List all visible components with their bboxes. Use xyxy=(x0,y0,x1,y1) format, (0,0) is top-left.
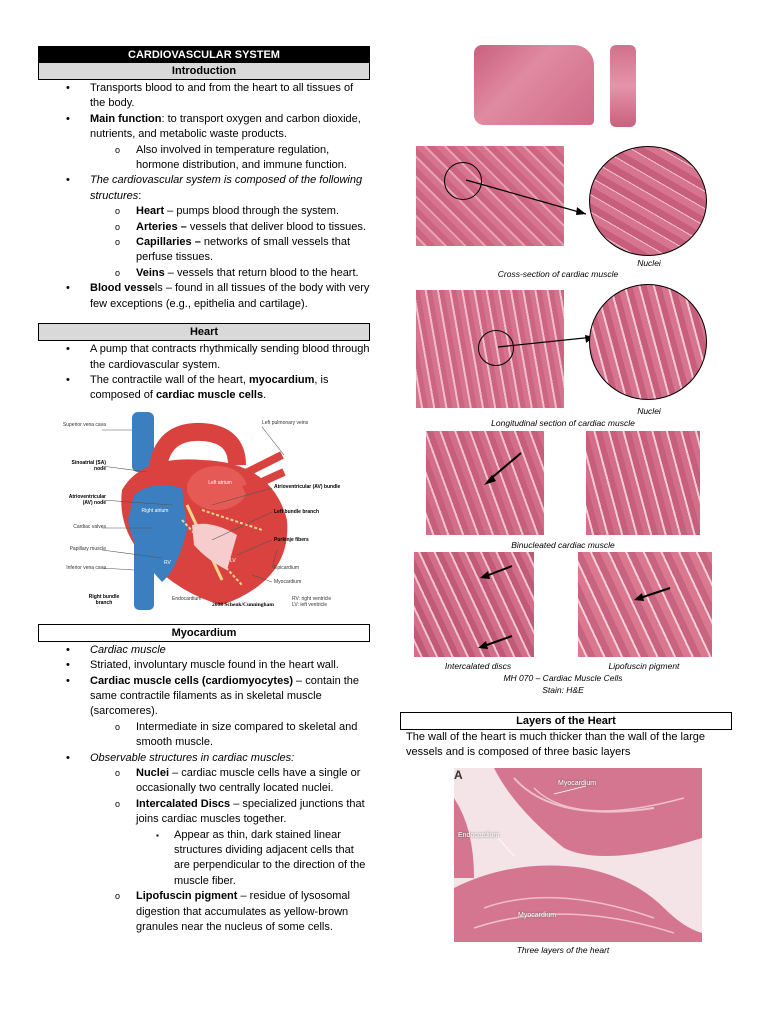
label-myocardium-layer-2: Myocardium xyxy=(518,912,557,919)
binucleated-image-1 xyxy=(426,431,544,535)
label-nuclei-1: Nuclei xyxy=(637,258,661,268)
label-lv: LV xyxy=(230,557,236,564)
sub-list-item: o Nuclei – cardiac muscle cells have a single or occasionally two centrally located nuclei. xyxy=(38,766,370,797)
sub-list-item: o Arteries – vessels that deliver blood to tissues. xyxy=(38,220,370,235)
label-av-bundle: Atrioventricular (AV) bundle xyxy=(274,483,341,490)
label-lv-legend: LV: left ventricle xyxy=(292,601,328,608)
section-header-heart: Heart xyxy=(38,323,370,341)
heart-layers-image xyxy=(454,768,702,942)
sub-list-item: o Intermediate in size compared to skeletal and smooth muscle. xyxy=(38,720,370,751)
sub-list-item: o Intercalated Discs – specialized junctions that joins cardiac muscles together. ▪ Appear as thin, dark stained linear structures dividing adjacent cells that are perpendicular to the direction of the muscle fiber. xyxy=(38,797,370,889)
caption-intercalated-discs: Intercalated discs xyxy=(444,661,512,671)
label-right-bundle-branch: Right bundle branch xyxy=(88,593,120,606)
sub-list-item: o Veins – vessels that return blood to the heart. xyxy=(38,266,370,281)
heart-diagram xyxy=(62,410,352,618)
label-av-node: Atrioventricular (AV) node xyxy=(68,493,106,506)
heart-list xyxy=(38,342,370,404)
tissue-image-overview-1 xyxy=(474,45,594,125)
lipofuscin-image xyxy=(578,552,712,657)
myocardium-list xyxy=(38,643,370,936)
list-item: • The contractile wall of the heart, myocardium, is composed of cardiac muscle cells. xyxy=(38,373,370,404)
section-header-introduction: Introduction xyxy=(38,63,370,80)
left-column xyxy=(38,46,370,935)
figure-letter: A xyxy=(454,768,463,782)
section-header-layers: Layers of the Heart xyxy=(400,712,732,730)
sub-list-item: o Heart – pumps blood through the system. xyxy=(38,204,370,219)
label-inferior-vena-cava: Inferior vena cava xyxy=(66,564,106,571)
caption-mh070: MH 070 – Cardiac Muscle Cells xyxy=(503,673,623,683)
label-left-atrium: Left atrium xyxy=(208,479,232,486)
caption-binucleated: Binucleated cardiac muscle xyxy=(511,540,615,550)
caption-three-layers: Three layers of the heart xyxy=(516,945,610,955)
caption-longitudinal-section: Longitudinal section of cardiac muscle xyxy=(491,418,635,428)
arrow-line-1 xyxy=(458,168,588,228)
caption-stain: Stain: H&E xyxy=(542,685,584,695)
intro-list xyxy=(38,81,370,312)
arrow-line-2 xyxy=(496,333,596,353)
label-nuclei-2: Nuclei xyxy=(637,406,661,416)
list-item: • A pump that contracts rhythmically sending blood through the cardiovascular system. xyxy=(38,342,370,373)
diagram-credit: 2008 Schenk/Cunningham xyxy=(212,601,274,608)
label-left-pulmonary-veins: Left pulmonary veins xyxy=(262,419,309,426)
label-cardiac-valves: Cardiac valves xyxy=(73,523,106,530)
label-superior-vena-cava: Superior vena cava xyxy=(62,421,106,428)
label-papillary-muscle: Papillary muscle xyxy=(69,545,106,552)
list-item: • Blood vessels – found in all tissues of the body with very few exceptions (e.g., epithelia and cartilage). xyxy=(38,281,370,312)
pointer-arrow xyxy=(578,552,712,657)
label-endocardium: Endocardium xyxy=(172,595,202,602)
zoom-circle-longitudinal xyxy=(589,284,707,400)
intercalated-discs-image xyxy=(414,552,534,657)
sub-list-item: o Capillaries – networks of small vessels that perfuse tissues. xyxy=(38,235,370,266)
list-item: • Striated, involuntary muscle found in the heart wall. xyxy=(38,658,370,673)
label-sa-node: Sinoatrial (SA) node xyxy=(71,459,106,472)
section-header-myocardium: Myocardium xyxy=(38,624,370,642)
caption-cross-section: Cross-section of cardiac muscle xyxy=(497,269,619,279)
tissue-image-overview-2 xyxy=(610,45,636,127)
binucleated-image-2 xyxy=(586,431,700,535)
label-rv: RV xyxy=(164,559,171,566)
sub-list-item: o Lipofuscin pigment – residue of lysosomal digestion that accumulates as yellow-brown granules near the nucleus of some cells. xyxy=(38,889,370,935)
list-item: • The cardiovascular system is composed of the following structures: o Heart – pumps blood through the system. o Arteries – vessels that deliver blood to tissues. o Capillaries – networks of small vessels that perfuse tissues. o Veins – vessels that return blood to the heart. xyxy=(38,173,370,281)
label-right-atrium: Right atrium xyxy=(141,507,169,514)
list-item: • Cardiac muscle cells (cardiomyocytes) – contain the same contractile filaments as in skeletal muscle (sarcomeres). o Intermediate in size compared to skeletal and smooth muscle. xyxy=(38,674,370,751)
zoom-circle-cross xyxy=(589,146,707,256)
label-myocardium: Myocardium xyxy=(274,578,302,585)
sub-sub-list-item: ▪ Appear as thin, dark stained linear structures dividing adjacent cells that are perpendicular to the direction of the muscle fiber. xyxy=(38,828,370,890)
caption-lipofuscin: Lipofuscin pigment xyxy=(608,661,680,671)
label-myocardium-layer-1: Myocardium xyxy=(558,780,597,787)
label-rv-legend: RV: right ventricle xyxy=(292,595,332,602)
layers-description: The wall of the heart is much thicker than the wall of the large vessels and is composed of three basic layers xyxy=(406,731,705,758)
document-title: CARDIOVASCULAR SYSTEM xyxy=(38,46,370,63)
sub-list-item: o Also involved in temperature regulation, hormone distribution, and immune function. xyxy=(38,143,370,174)
label-endocardium-layer: Endocardium xyxy=(458,832,500,839)
list-item: • Observable structures in cardiac muscles: o Nuclei – cardiac muscle cells have a single or occasionally two centrally located nuclei. o Intercalated Discs – specialized junctions that joins cardiac muscles together. ▪ Appear as thin, dark stained linear structures dividing adjacent cells that are perpendicular to the direction of the muscle fiber. o Lipofuscin pigment – residue of lysosomal digestion that accumulates as yellow-brown granules near the nucleus of some cells. xyxy=(38,751,370,936)
heart-layers-tissue xyxy=(454,768,702,942)
list-item: • Cardiac muscle xyxy=(38,643,370,658)
label-purkinje-fibers: Purkinje fibers xyxy=(274,536,309,543)
label-left-bundle-branch: Left bundle branch xyxy=(274,508,319,515)
list-item: • Transports blood to and from the heart to all tissues of the body. xyxy=(38,81,370,112)
pointer-arrow xyxy=(426,431,544,535)
right-column xyxy=(398,0,738,1024)
label-epicardium: Epicardium xyxy=(274,564,300,571)
list-item: • Main function: to transport oxygen and carbon dioxide, nutrients, and metabolic waste products. o Also involved in temperature regulation, hormone distribution, and immune function. xyxy=(38,112,370,174)
pointer-arrows xyxy=(414,552,534,657)
